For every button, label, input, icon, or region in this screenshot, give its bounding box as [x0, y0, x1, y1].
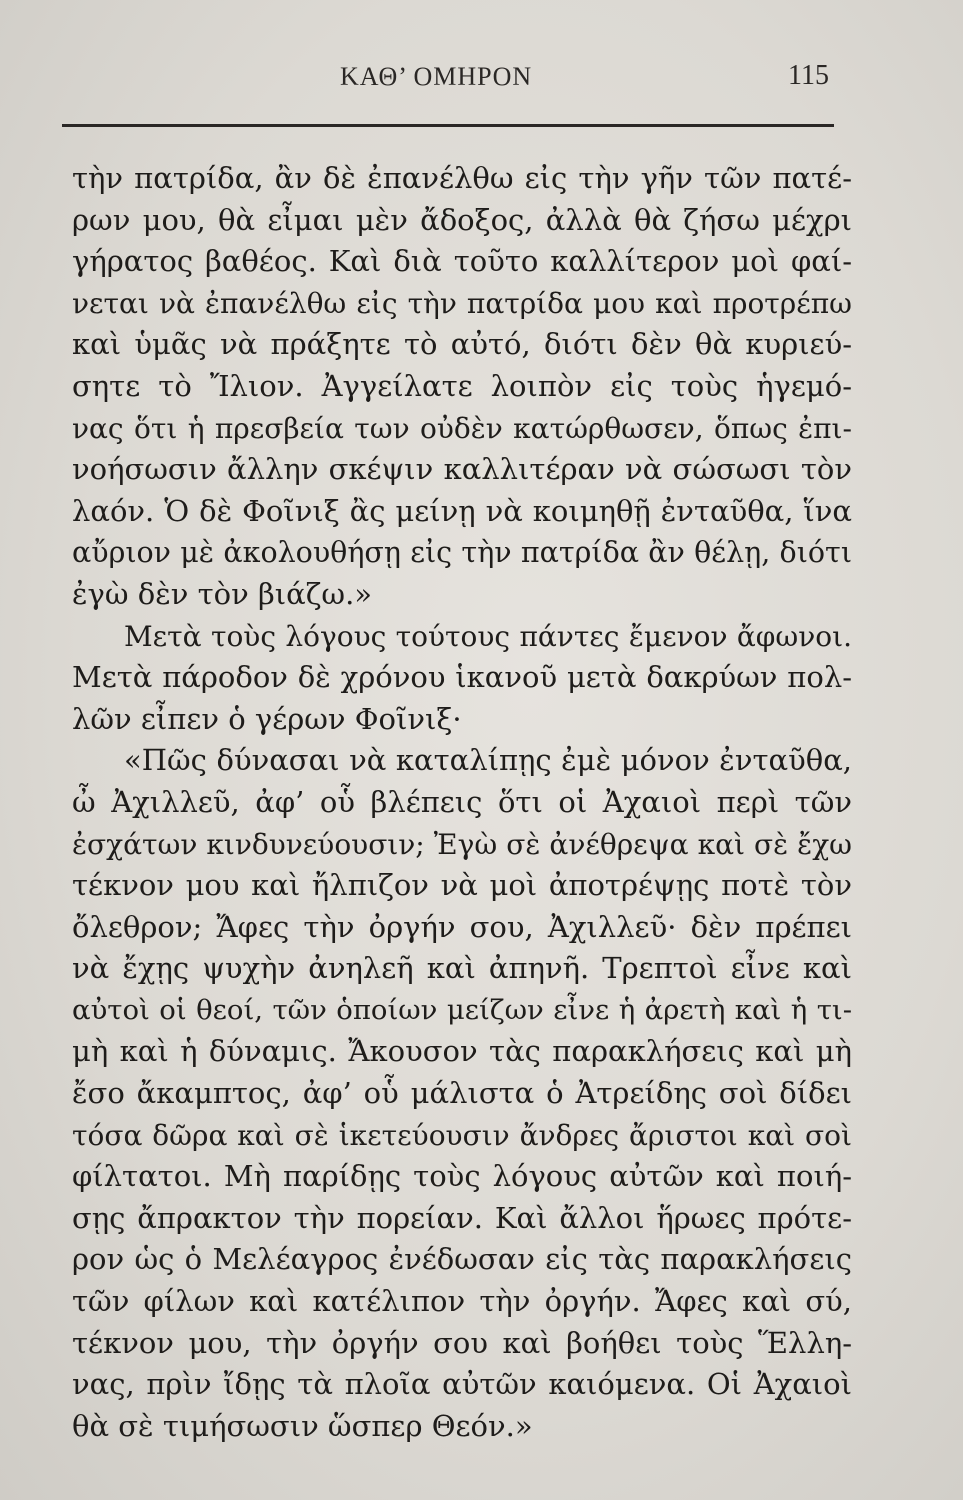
text-line: νας, πρὶν ἴδῃς τὰ πλοῖα αὐτῶν καιόμενα. Οἱ Ἀχαιοὶ: [72, 1367, 852, 1402]
text-line: ἐγὼ δὲν τὸν βιάζω.»: [72, 576, 373, 611]
text-line: ρων μου, θὰ εἶμαι μὲν ἄδοξος, ἀλλὰ θὰ ζήσω μέχρι: [72, 202, 852, 237]
page-number: 115: [788, 60, 829, 91]
text-line: τόσα δῶρα καὶ σὲ ἱκετεύουσιν ἄνδρες ἄριστοι καὶ σοὶ: [72, 1118, 852, 1152]
text-line: αὔριον μὲ ἀκολουθήσῃ εἰς τὴν πατρίδα ἂν θέλῃ, διότι: [72, 536, 852, 570]
running-head-title: ΚΑΘ’ ΟΜΗΡΟΝ: [340, 62, 533, 91]
text-line: καὶ ὑμᾶς νὰ πράξητε τὸ αὐτό, διότι δὲν θὰ κυριεύ-: [72, 327, 852, 362]
text-line: λῶν εἶπεν ὁ γέρων Φοῖνιξ·: [72, 701, 462, 736]
text-line: Μετὰ πάροδον δὲ χρόνου ἱκανοῦ μετὰ δακρύων πολ-: [72, 660, 852, 695]
text-line: λαόν. Ὁ δὲ Φοῖνιξ ἂς μείνῃ νὰ κοιμηθῇ ἐνταῦθα, ἵνα: [72, 493, 852, 528]
text-line: Μετὰ τοὺς λόγους τούτους πάντες ἔμενον ἄφωνοι.: [124, 619, 852, 653]
text-line: «Πῶς δύνασαι νὰ καταλίπῃς ἐμὲ μόνον ἐνταῦθα,: [124, 743, 852, 778]
text-line: ὦ Ἀχιλλεῦ, ἀφ’ οὗ βλέπεις ὅτι οἱ Ἀχαιοὶ περὶ τῶν: [72, 784, 852, 819]
text-line: αὐτοὶ οἱ θεοί, τῶν ὁποίων μείζων εἶνε ἡ ἀρετὴ καὶ ἡ τι-: [72, 993, 852, 1026]
text-line: νεται νὰ ἐπανέλθω εἰς τὴν πατρίδα μου καὶ προτρέπω: [72, 286, 852, 320]
header-rule: [62, 124, 834, 127]
text-line: σῃς ἄπρακτον τὴν πορείαν. Καὶ ἄλλοι ἥρωες πρότε-: [72, 1200, 852, 1235]
text-line: νοήσωσιν ἄλλην σκέψιν καλλιτέραν νὰ σώσωσι τὸν: [72, 452, 852, 487]
text-line: τῶν φίλων καὶ κατέλιπον τὴν ὀργήν. Ἄφες καὶ σύ,: [72, 1284, 852, 1319]
text-line: τὴν πατρίδα, ἂν δὲ ἐπανέλθω εἰς τὴν γῆν τῶν πατέ-: [72, 161, 852, 195]
text-line: ὄλεθρον; Ἄφες τὴν ὀργήν σου, Ἀχιλλεῦ· δὲν πρέπει: [72, 909, 852, 944]
text-line: ρον ὡς ὁ Μελέαγρος ἐνέδωσαν εἰς τὰς παρακλήσεις: [72, 1242, 852, 1277]
text-line: ἐσχάτων κινδυνεύουσιν; Ἐγὼ σὲ ἀνέθρεψα καὶ σὲ ἔχω: [72, 827, 852, 861]
text-line: σητε τὸ Ἴλιον. Ἀγγείλατε λοιπὸν εἰς τοὺς ἡγεμό-: [72, 368, 852, 403]
text-line: μὴ καὶ ἡ δύναμις. Ἄκουσον τὰς παρακλήσεις καὶ μὴ: [72, 1034, 852, 1069]
paragraph-1: [72, 158, 852, 616]
text-line: ἔσο ἄκαμπτος, ἀφ’ οὗ μάλιστα ὁ Ἀτρείδης σοὶ δίδει: [72, 1076, 852, 1111]
body-text: [72, 158, 852, 1447]
text-line: φίλτατοι. Μὴ παρίδῃς τοὺς λόγους αὐτῶν καὶ ποιή-: [72, 1159, 852, 1194]
paragraph-2: [72, 616, 852, 741]
text-line: τέκνον μου, τὴν ὀργήν σου καὶ βοήθει τοὺς Ἕλλη-: [72, 1325, 852, 1360]
text-line: νὰ ἔχῃς ψυχὴν ἀνηλεῆ καὶ ἀπηνῆ. Τρεπτοὶ εἶνε καὶ: [72, 951, 852, 986]
paragraph-3: [72, 740, 852, 1447]
text-line: νας ὅτι ἡ πρεσβεία των οὐδὲν κατώρθωσεν, ὅπως ἐπι-: [72, 411, 852, 445]
text-line: γήρατος βαθέος. Καὶ διὰ τοῦτο καλλίτερον μοὶ φαί-: [72, 244, 852, 279]
text-line: θὰ σὲ τιμήσωσιν ὥσπερ Θεόν.»: [72, 1408, 533, 1443]
text-line: τέκνον μου καὶ ἤλπιζον νὰ μοὶ ἀποτρέψῃς ποτὲ τὸν: [72, 868, 852, 903]
